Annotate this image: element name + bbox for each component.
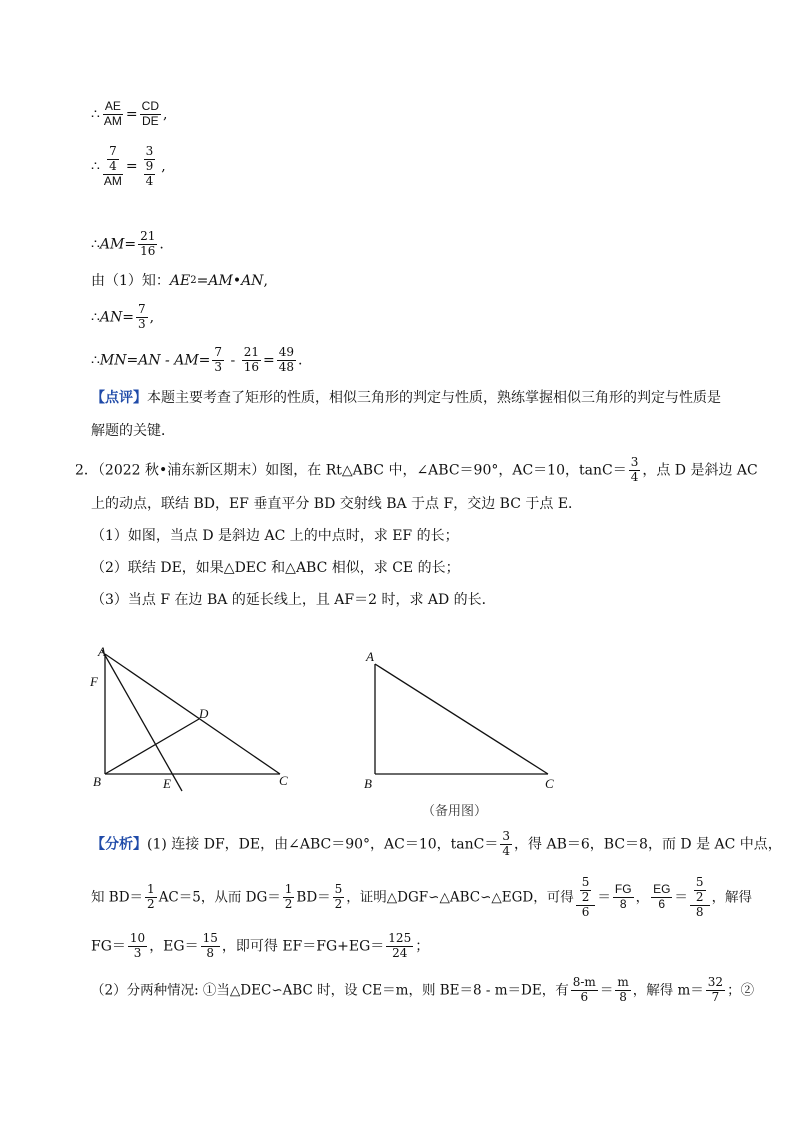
analysis-line-4: （2）分两种情况: ①当△DEC∽ABC 时，设 CE＝m，则 BE＝8 - m＝DE，有 $\frac{8-m}{6}$ ＝ $\frac{m}{8}$ ，解得 m＝ $\frac{32}{7}$ ；②	[91, 975, 755, 1004]
label-a: A	[98, 644, 106, 659]
solution-line-3: ∴AM= $\frac{21}{16}$ .	[91, 229, 164, 258]
solution-line-4: 由（1）知：AE2=AM•AN,	[91, 273, 268, 289]
geometry-figure-backup	[355, 640, 570, 800]
analysis-line-2: 知 BD＝ $\frac{1}{2}$ AC＝5，从而 DG＝ $\frac{1}{2}$ BD＝ $\frac{5}{2}$ ，证明△DGF∽△ABC∽△EGD，可得 $\frac{\frac{5}{2}}{6}$ ＝ $\frac{FG}{8}$ ， $\frac{EG}{6}$ ＝ $\frac{\frac{5}{2}}{8}$ ，解得	[91, 875, 753, 919]
backup-segment-ac	[375, 664, 548, 774]
analysis-line-3: FG＝ $\frac{10}{3}$ ，EG＝ $\frac{15}{8}$ ，即可得 EF＝FG+EG＝ $\frac{125}{24}$ ；	[91, 931, 430, 960]
solution-line-5: ∴AN= $\frac{7}{3}$ ,	[91, 302, 155, 331]
question-2-part-3: （3）当点 F 在边 BA 的延长线上，且 AF＝2 时，求 AD 的长．	[91, 592, 496, 608]
question-2-line-1: 2．（2022 秋•浦东新区期末）如图，在 Rt△ABC 中，∠ABC＝90°，AC＝10，tanC＝ $\frac{3}{4}$ ，点 D 是斜边 AC	[75, 455, 758, 484]
line-ef	[102, 650, 182, 791]
comment-line-1: 【点评】本题主要考查了矩形的性质，相似三角形的判定与性质，熟练掌握相似三角形的判定与性质是	[91, 390, 721, 406]
solution-line-6: ∴MN=AN - AM= $\frac{7}{3}$ - $\frac{21}{16}$ = $\frac{49}{48}$ .	[91, 345, 303, 374]
segment-ac	[105, 654, 280, 774]
compound-fraction-right: $\frac{3}{\frac{9}{4}}$	[145, 144, 154, 188]
comment-tag: 【点评】	[91, 390, 147, 406]
figure-caption: （备用图）	[422, 804, 488, 819]
analysis-line-1: 【分析】(1) 连接 DF，DE，由∠ABC＝90°，AC＝10，tanC＝ $\frac{3}{4}$ ，得 AB＝6，BC＝8，而 D 是 AC 中点，	[91, 829, 782, 858]
label-c: C	[279, 773, 288, 788]
solution-line-1: ∴ $\frac{AE}{AM}$ = $\frac{CD}{DE}$ ,	[91, 99, 168, 128]
label-b: B	[93, 774, 101, 789]
label-d: D	[199, 706, 209, 721]
backup-label-b: B	[364, 776, 372, 791]
fraction-cd-de: $\frac{CD}{DE}$	[141, 99, 159, 128]
geometry-figure-main	[80, 640, 310, 800]
comment-line-2: 解题的关键．	[91, 423, 175, 439]
question-2-part-2: （2）联结 DE，如果△DEC 和△ABC 相似，求 CE 的长；	[91, 560, 460, 576]
backup-label-c: C	[545, 776, 554, 791]
analysis-tag: 【分析】	[91, 836, 147, 853]
fraction-ae-am: $\frac{AE}{AM}$	[103, 99, 122, 128]
backup-label-a: A	[366, 649, 374, 664]
question-2-part-1: （1）如图，当点 D 是斜边 AC 上的中点时，求 EF 的长；	[91, 528, 459, 544]
segment-bd	[105, 719, 199, 774]
question-2-line-2: 上的动点，联结 BD，EF 垂直平分 BD 交射线 BA 于点 F，交边 BC 于点 E．	[91, 496, 583, 512]
solution-line-2: ∴ $\frac{\frac{7}{4}}{AM}$ = $\frac{3}{\frac{9}{4}}$ ,	[91, 144, 166, 188]
label-e: E	[163, 776, 171, 791]
compound-fraction-left: $\frac{\frac{7}{4}}{AM}$	[103, 144, 122, 188]
label-f: F	[90, 674, 98, 689]
